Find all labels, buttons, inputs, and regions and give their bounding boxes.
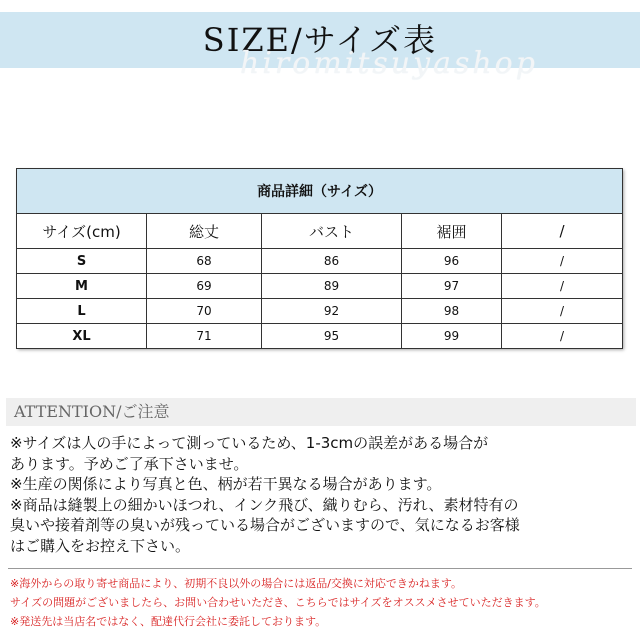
size-cell: M [17, 274, 147, 299]
slash-cell: / [502, 249, 623, 274]
size-cell: S [17, 249, 147, 274]
length-cell: 71 [147, 324, 262, 349]
column-header-length: 総丈 [147, 214, 262, 249]
table-caption: 商品詳細（サイズ） [17, 169, 623, 214]
hem-cell: 99 [402, 324, 502, 349]
note-line: ※商品は縫製上の細かいほつれ、インク飛び、織りむら、汚れ、素材特有の [10, 495, 519, 514]
note-line: 臭いや接着剤等の臭いが残っている場合がございますので、気になるお客様 [10, 516, 520, 534]
note-line: ※生産の関係により写真と色、柄が若干異なる場合があります。 [10, 475, 442, 493]
notice-line: サイズの問題がございましたら、お問い合わせいただき、こちらではサイズをオススメさせていただきます。 [10, 596, 546, 609]
column-header-slash: / [502, 214, 623, 249]
hem-cell: 97 [402, 274, 502, 299]
column-header-size: サイズ(cm) [17, 214, 147, 249]
slash-cell: / [502, 274, 623, 299]
length-cell: 69 [147, 274, 262, 299]
size-cell: XL [17, 324, 147, 349]
note-line: はご購入をお控え下さい。 [10, 536, 191, 555]
attention-heading: ATTENTION/ご注意 [14, 402, 170, 421]
note-line: あります。予めご了承下さいませ。 [10, 454, 249, 473]
page-title: SIZE/サイズ表 [202, 21, 438, 59]
hem-cell: 96 [402, 249, 502, 274]
divider [8, 568, 632, 569]
hem-cell: 98 [402, 299, 502, 324]
bust-cell: 86 [262, 249, 402, 274]
shipping-notices [10, 574, 635, 631]
note-line: ※サイズは人の手によって測っているため、1-3cmの誤差がある場合が [10, 434, 489, 452]
attention-notes [10, 433, 635, 556]
size-table [16, 168, 623, 349]
table-row [17, 274, 623, 299]
slash-cell: / [502, 324, 623, 349]
notice-line: ※発送先は当店名ではなく、配達代行会社に委託しております。 [10, 615, 327, 628]
shop-watermark: hiromitsuyashop [240, 46, 538, 81]
attention-bar [6, 398, 636, 426]
bust-cell: 92 [262, 299, 402, 324]
length-cell: 70 [147, 299, 262, 324]
bust-cell: 95 [262, 324, 402, 349]
table-row [17, 324, 623, 349]
slash-cell: / [502, 299, 623, 324]
column-header-bust: バスト [262, 214, 402, 249]
table-row [17, 249, 623, 274]
bust-cell: 89 [262, 274, 402, 299]
size-table-container [16, 168, 622, 348]
notice-line: ※海外からの取り寄せ商品により、初期不良以外の場合には返品/交換に対応できかねます。 [10, 577, 463, 590]
column-header-hem: 裾囲 [402, 214, 502, 249]
size-cell: L [17, 299, 147, 324]
length-cell: 68 [147, 249, 262, 274]
table-row [17, 299, 623, 324]
